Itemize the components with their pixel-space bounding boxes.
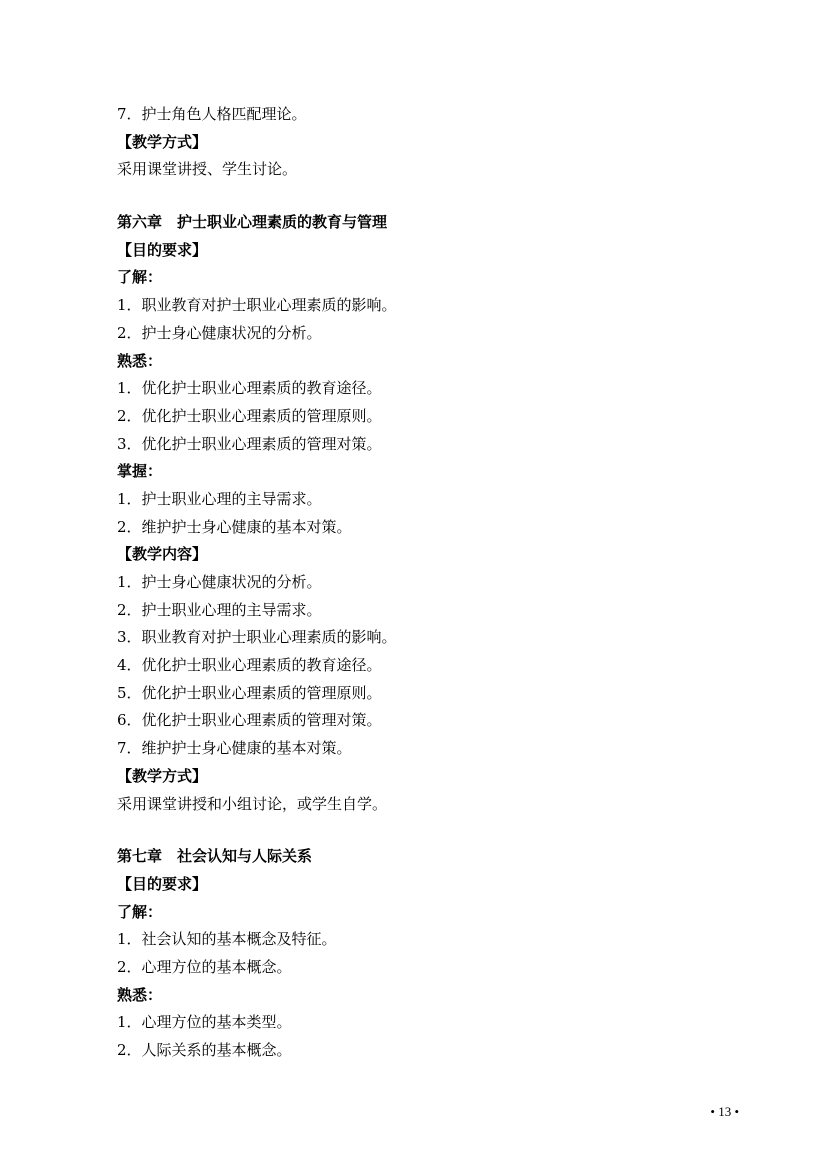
subheading-master: 掌握： [117,462,163,481]
section-heading-teaching-method: 【教学方式】 [117,132,208,151]
paragraph: 采用课堂讲授、学生讨论。 [117,160,298,179]
list-item: 1．心理方位的基本类型。 [117,1013,292,1032]
list-item: 1．护士职业心理的主导需求。 [117,489,322,508]
list-item: 1．护士身心健康状况的分析。 [117,573,322,591]
subheading-understand: 了解： [117,902,163,921]
subheading-familiar: 熟悉： [117,985,163,1004]
list-item: 6．优化护士职业心理素质的管理对策。 [117,711,382,730]
list-item: 2．优化护士职业心理素质的管理原则。 [117,406,382,425]
list-item: 1．优化护士职业心理素质的教育途径。 [117,379,382,398]
document-page [117,101,757,1065]
subheading-understand: 了解： [117,268,163,287]
list-item: 2．护士职业心理的主导需求。 [117,600,322,619]
page-number: • 13 • [710,1104,739,1119]
paragraph: 采用课堂讲授和小组讨论，或学生自学。 [117,794,388,813]
chapter-title: 第七章 社会认知与人际关系 [117,847,313,866]
list-item: 4．优化护士职业心理素质的教育途径。 [117,656,382,675]
list-item: 2．护士身心健康状况的分析。 [117,323,322,342]
chapter-title: 第六章 护士职业心理素质的教育与管理 [117,213,388,232]
list-item: 7．维护护士身心健康的基本对策。 [117,739,352,758]
section-heading-goals: 【目的要求】 [117,240,208,259]
section-heading-teaching-method: 【教学方式】 [117,766,208,785]
list-item: 5．优化护士职业心理素质的管理原则。 [117,683,382,702]
spacer [117,184,757,209]
list-item: 1．社会认知的基本概念及特征。 [117,930,337,949]
list-item: 7．护士角色人格匹配理论。 [117,105,307,123]
list-item: 2．维护护士身心健康的基本对策。 [117,517,352,536]
list-item: 2．人际关系的基本概念。 [117,1041,292,1059]
section-heading-goals: 【目的要求】 [117,874,208,893]
subheading-familiar: 熟悉： [117,351,163,370]
list-item: 3．优化护士职业心理素质的管理对策。 [117,434,382,453]
list-item: 1．职业教育对护士职业心理素质的影响。 [117,296,397,315]
list-item: 3．职业教育对护士职业心理素质的影响。 [117,628,397,647]
section-heading-content: 【教学内容】 [117,545,208,564]
list-item: 2．心理方位的基本概念。 [117,957,292,976]
spacer [117,818,757,843]
